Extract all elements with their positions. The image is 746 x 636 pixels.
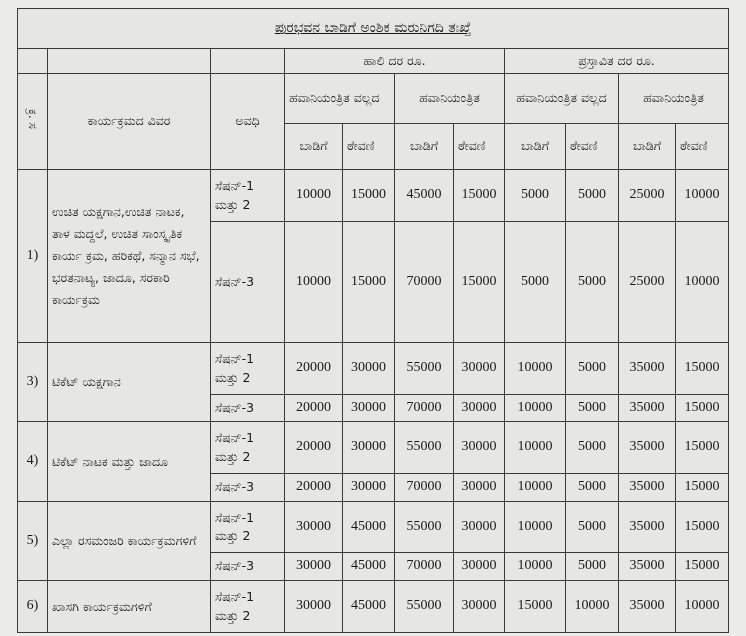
header-duration: ಅವಧಿ: [211, 74, 285, 170]
rate-cell: 20000: [285, 474, 343, 502]
header-blank: [18, 49, 48, 74]
rate-cell: 35000: [619, 422, 676, 474]
rate-cell: 30000: [454, 343, 505, 395]
rate-cell: 5000: [566, 343, 619, 395]
header-service: ಠೇವಣಿ: [676, 124, 729, 170]
header-rent: ಬಾಡಿಗೆ: [505, 124, 566, 170]
rate-cell: 45000: [343, 553, 395, 581]
session-cell: ಸೆಷನ್-1 ಮತ್ತು 2: [211, 502, 285, 553]
rate-cell: 10000: [505, 395, 566, 422]
rate-cell: 55000: [395, 581, 454, 633]
serial-number: 5): [18, 502, 48, 581]
rent-revision-table: [17, 8, 729, 633]
rate-cell: 30000: [343, 343, 395, 395]
rate-cell: 55000: [395, 502, 454, 553]
rate-cell: 15000: [454, 222, 505, 343]
table-row: [18, 170, 729, 222]
rate-cell: 15000: [505, 581, 566, 633]
header-service: ಠೇವಣಿ: [343, 124, 395, 170]
rate-cell: 70000: [395, 395, 454, 422]
header-blank: [211, 49, 285, 74]
header-rent: ಬಾಡಿಗೆ: [395, 124, 454, 170]
rate-cell: 35000: [619, 474, 676, 502]
rate-cell: 30000: [343, 422, 395, 474]
header-serial: [18, 74, 48, 170]
rate-cell: 30000: [343, 474, 395, 502]
rate-cell: 5000: [566, 474, 619, 502]
rate-cell: 30000: [454, 422, 505, 474]
rate-cell: 30000: [454, 474, 505, 502]
rate-cell: 30000: [285, 553, 343, 581]
rate-cell: 10000: [285, 170, 343, 222]
rate-cell: 15000: [676, 422, 729, 474]
rate-cell: 35000: [619, 395, 676, 422]
program-description: ಉಚಿತ ಯಕ್ಷಗಾನ,ಉಚಿತ ನಾಟಕ, ತಾಳ ಮದ್ದಲೆ, ಉಚಿತ ಸಾಂಸ್ಕೃತಿಕ ಕಾರ್ಯ ಕ್ರಮ, ಹರಿಕಥೆ, ಸನ್ಮಾನ ಸಭೆ, ಭರತನಾಟ್ಯ, ಜಾದೂ, ಸರಕಾರಿ ಕಾರ್ಯಕ್ರಮ: [48, 170, 211, 343]
rate-cell: 45000: [343, 581, 395, 633]
header-rent: ಬಾಡಿಗೆ: [285, 124, 343, 170]
rate-cell: 55000: [395, 343, 454, 395]
rate-cell: 10000: [505, 343, 566, 395]
rate-cell: 30000: [454, 581, 505, 633]
rate-cell: 10000: [676, 581, 729, 633]
rate-cell: 15000: [676, 502, 729, 553]
rate-cell: 35000: [619, 581, 676, 633]
header-rent: ಬಾಡಿಗೆ: [619, 124, 676, 170]
rate-cell: 35000: [619, 343, 676, 395]
rate-cell: 5000: [566, 395, 619, 422]
header-current-rate: ಹಾಲಿ ದರ ರೂ.: [285, 49, 505, 74]
rate-cell: 5000: [505, 170, 566, 222]
rate-cell: 30000: [454, 395, 505, 422]
serial-number: 1): [18, 170, 48, 343]
table-row: [18, 343, 729, 395]
serial-number: 6): [18, 581, 48, 633]
program-description: ಟಿಕೆಟ್ ಯಕ್ಷಗಾನ: [48, 343, 211, 422]
rate-cell: 20000: [285, 395, 343, 422]
rate-cell: 15000: [676, 395, 729, 422]
rate-cell: 25000: [619, 222, 676, 343]
rate-cell: 20000: [285, 422, 343, 474]
rate-cell: 20000: [285, 343, 343, 395]
rate-cell: 15000: [454, 170, 505, 222]
program-description: ಎಲ್ಲಾ ರಸಮಂಜರಿ ಕಾರ್ಯಕ್ರಮಗಳಿಗೆ: [48, 502, 211, 581]
rate-cell: 25000: [619, 170, 676, 222]
rate-cell: 10000: [505, 553, 566, 581]
rate-cell: 10000: [676, 222, 729, 343]
session-cell: ಸೆಷನ್-3: [211, 474, 285, 502]
rate-cell: 30000: [454, 502, 505, 553]
rate-cell: 10000: [566, 581, 619, 633]
rate-cell: 70000: [395, 553, 454, 581]
session-cell: ಸೆಷನ್-3: [211, 222, 285, 343]
rate-cell: 45000: [395, 170, 454, 222]
session-cell: ಸೆಷನ್-3: [211, 395, 285, 422]
session-cell: ಸೆಷನ್-1 ಮತ್ತು 2: [211, 422, 285, 474]
rate-cell: 15000: [676, 343, 729, 395]
rate-cell: 55000: [395, 422, 454, 474]
rate-cell: 35000: [619, 553, 676, 581]
header-current-non-ac: ಹವಾನಿಯಂತ್ರಿತ ವಲ್ಲದ: [285, 74, 395, 124]
header-blank: [48, 49, 211, 74]
header-proposed-non-ac: ಹವಾನಿಯಂತ್ರಿತ ವಲ್ಲದ: [505, 74, 619, 124]
rate-cell: 10000: [505, 422, 566, 474]
rate-cell: 5000: [566, 422, 619, 474]
rate-cell: 5000: [505, 222, 566, 343]
rate-cell: 10000: [505, 474, 566, 502]
rate-cell: 15000: [343, 170, 395, 222]
session-cell: ಸೆಷನ್-3: [211, 553, 285, 581]
header-current-ac: ಹವಾನಿಯಂತ್ರಿತ: [395, 74, 505, 124]
rate-cell: 30000: [285, 581, 343, 633]
rate-cell: 35000: [619, 502, 676, 553]
rate-cell: 10000: [676, 170, 729, 222]
rate-cell: 30000: [454, 553, 505, 581]
rate-cell: 10000: [505, 502, 566, 553]
session-cell: ಸೆಷನ್-1 ಮತ್ತು 2: [211, 581, 285, 633]
table-title: [18, 9, 729, 49]
header-proposed-rate: ಪ್ರಸ್ತಾವಿತ ದರ ರೂ.: [505, 49, 729, 74]
session-cell: ಸೆಷನ್-1 ಮತ್ತು 2: [211, 170, 285, 222]
rate-cell: 15000: [343, 222, 395, 343]
header-program: ಕಾರ್ಯಕ್ರಮದ ವಿವರ: [48, 74, 211, 170]
rate-cell: 5000: [566, 502, 619, 553]
table-row: [18, 502, 729, 553]
header-serial-text: ಕ್ರ. ಸ: [26, 108, 41, 129]
rate-cell: 30000: [343, 395, 395, 422]
title-text: ಪುರಭವನ ಬಾಡಿಗೆ ಅಂಶಿಕ ಮರುನಿಗದಿ ತಃಖ್ತೆ: [274, 20, 472, 37]
header-proposed-ac: ಹವಾನಿಯಂತ್ರಿತ: [619, 74, 729, 124]
serial-number: 3): [18, 343, 48, 422]
rate-cell: 5000: [566, 553, 619, 581]
table-row: [18, 422, 729, 474]
session-cell: ಸೆಷನ್-1 ಮತ್ತು 2: [211, 343, 285, 395]
rate-cell: 30000: [285, 502, 343, 553]
rate-cell: 70000: [395, 474, 454, 502]
rate-cell: 70000: [395, 222, 454, 343]
rate-cell: 45000: [343, 502, 395, 553]
header-service: ಠೇವಣಿ: [566, 124, 619, 170]
program-description: ಟಿಕೆಟ್ ನಾಟಕ ಮತ್ತು ಜಾದೂ: [48, 422, 211, 502]
rate-cell: 15000: [676, 474, 729, 502]
table-row: [18, 581, 729, 633]
rate-cell: 5000: [566, 170, 619, 222]
rate-cell: 10000: [285, 222, 343, 343]
rate-cell: 5000: [566, 222, 619, 343]
header-service: ಠೇವಣಿ: [454, 124, 505, 170]
serial-number: 4): [18, 422, 48, 502]
rate-cell: 15000: [676, 553, 729, 581]
program-description: ಖಾಸಗಿ ಕಾರ್ಯಕ್ರಮಗಳಿಗೆ: [48, 581, 211, 633]
